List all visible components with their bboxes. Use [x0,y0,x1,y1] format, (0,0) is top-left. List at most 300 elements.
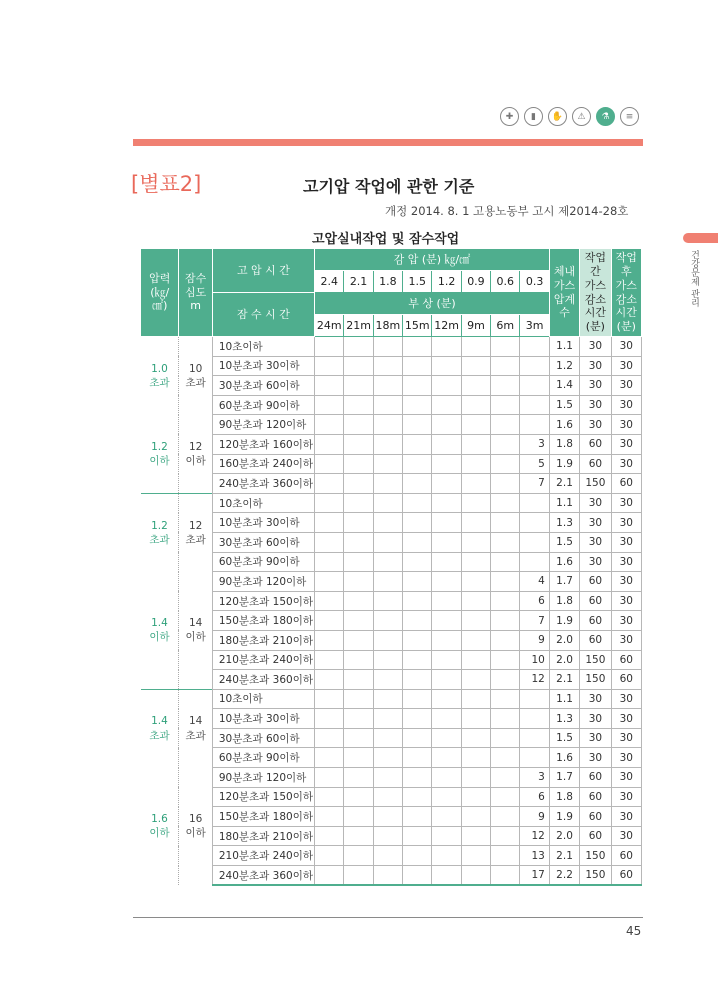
stop-3m-minutes: 17 [520,866,549,886]
exposure-time: 240분초과 360이하 [212,670,314,690]
body-gas-coefficient: 2.1 [549,474,579,494]
side-chapter-label: 건강문제 관리 [689,250,699,307]
stop-cell [461,434,490,454]
stop-cell [315,572,344,592]
header-dive-time: 잠 수 시 간 [212,293,314,337]
body-gas-coefficient: 2.0 [549,650,579,670]
stop-pressure-header: 1.2 [432,271,461,293]
stop-3m-minutes [520,493,549,513]
body-gas-coefficient: 1.7 [549,768,579,788]
stop-cell [315,630,344,650]
stop-cell [403,768,432,788]
between-work-minutes: 30 [580,709,611,729]
after-work-minutes: 60 [611,846,641,866]
stop-cell [491,630,520,650]
stop-pressure-header: 0.9 [461,271,490,293]
table-row [141,866,642,886]
stop-3m-minutes: 5 [520,454,549,474]
stop-cell [315,591,344,611]
body-gas-coefficient: 1.5 [549,395,579,415]
after-work-minutes: 30 [611,513,641,533]
body-gas-coefficient: 2.1 [549,846,579,866]
stop-cell [491,728,520,748]
stop-cell [461,768,490,788]
stop-cell [344,650,373,670]
table-row [141,826,642,846]
body-gas-coefficient: 1.4 [549,376,579,396]
stop-cell [403,689,432,709]
flask-icon: ⚗ [596,107,615,126]
stop-cell [373,532,402,552]
exposure-time: 10초이하 [212,337,314,357]
stop-3m-minutes: 13 [520,846,549,866]
stop-cell [491,689,520,709]
stop-depth-header: 3m [520,315,549,337]
after-work-minutes: 30 [611,728,641,748]
stop-cell [403,474,432,494]
pressure-range-lower: 1.2 이하 [141,415,179,493]
decompression-table [140,248,642,886]
stop-cell [461,846,490,866]
stop-cell [461,689,490,709]
after-work-minutes: 30 [611,709,641,729]
stop-cell [432,552,461,572]
stop-depth-header: 24m [315,315,344,337]
stop-cell [403,807,432,827]
after-work-minutes: 60 [611,650,641,670]
first-aid-icon: ✚ [500,107,519,126]
exposure-time: 10초이하 [212,493,314,513]
after-work-minutes: 30 [611,591,641,611]
stop-cell [491,356,520,376]
hand-icon: ✋ [548,107,567,126]
top-accent-rule [133,139,643,146]
stop-cell [344,356,373,376]
after-work-minutes: 30 [611,415,641,435]
between-work-minutes: 60 [580,454,611,474]
stop-cell [315,454,344,474]
stop-cell [432,846,461,866]
after-work-minutes: 30 [611,552,641,572]
stop-cell [432,395,461,415]
stop-3m-minutes [520,552,549,572]
stop-cell [432,356,461,376]
document-icon: ≡ [620,107,639,126]
stop-cell [403,513,432,533]
exposure-time: 90분초과 120이하 [212,415,314,435]
stop-cell [491,748,520,768]
body-gas-coefficient: 1.2 [549,356,579,376]
stop-cell [373,787,402,807]
stop-cell [373,689,402,709]
stop-cell [344,787,373,807]
body-gas-coefficient: 2.0 [549,630,579,650]
body-gas-coefficient: 1.8 [549,787,579,807]
bar-chart-icon: ▮ [524,107,543,126]
table-row [141,493,642,513]
stop-cell [432,434,461,454]
after-work-minutes: 30 [611,748,641,768]
exposure-time: 30분초과 60이하 [212,376,314,396]
stop-pressure-header: 0.6 [491,271,520,293]
table-row [141,689,642,709]
stop-cell [432,454,461,474]
stop-cell [344,493,373,513]
stop-3m-minutes: 4 [520,572,549,592]
body-gas-coefficient: 1.1 [549,337,579,357]
stop-cell [491,846,520,866]
stop-3m-minutes [520,337,549,357]
stop-cell [373,630,402,650]
between-work-minutes: 60 [580,572,611,592]
stop-cell [315,395,344,415]
stop-cell [315,493,344,513]
table-row [141,376,642,396]
stop-cell [432,709,461,729]
stop-cell [373,846,402,866]
stop-cell [491,709,520,729]
after-work-minutes: 60 [611,866,641,886]
table-row [141,807,642,827]
stop-cell [344,434,373,454]
stop-cell [344,513,373,533]
stop-cell [461,572,490,592]
stop-cell [491,650,520,670]
stop-cell [432,866,461,886]
header-pressure: 압력 (㎏/ ㎠) [141,249,179,337]
stop-cell [344,572,373,592]
stop-cell [491,866,520,886]
body-gas-coefficient: 1.6 [549,415,579,435]
stop-cell [373,768,402,788]
stop-cell [315,768,344,788]
stop-cell [491,532,520,552]
after-work-minutes: 30 [611,376,641,396]
stop-cell [344,670,373,690]
stop-cell [403,787,432,807]
exposure-time: 60분초과 90이하 [212,748,314,768]
stop-cell [403,415,432,435]
table-row [141,513,642,533]
stop-cell [461,728,490,748]
stop-cell [373,552,402,572]
body-gas-coefficient: 1.9 [549,611,579,631]
stop-cell [315,748,344,768]
stop-pressure-header: 2.4 [315,271,344,293]
exposure-time: 120분초과 150이하 [212,787,314,807]
stop-cell [373,572,402,592]
depth-range-lower: 16 이하 [179,768,212,886]
table-row [141,434,642,454]
between-work-minutes: 30 [580,748,611,768]
stop-cell [432,513,461,533]
stop-cell [373,356,402,376]
table-row [141,395,642,415]
stop-cell [403,572,432,592]
stop-depth-header: 18m [373,315,402,337]
stop-cell [344,709,373,729]
stop-cell [403,356,432,376]
stop-3m-minutes [520,356,549,376]
stop-cell [315,866,344,886]
stop-3m-minutes: 10 [520,650,549,670]
stop-cell [344,532,373,552]
exposure-time: 10분초과 30이하 [212,513,314,533]
stop-cell [344,337,373,357]
between-work-minutes: 60 [580,807,611,827]
exposure-time: 90분초과 120이하 [212,572,314,592]
between-work-minutes: 30 [580,356,611,376]
exposure-time: 240분초과 360이하 [212,866,314,886]
stop-3m-minutes: 6 [520,591,549,611]
after-work-minutes: 30 [611,611,641,631]
table-row [141,474,642,494]
table-row [141,748,642,768]
between-work-minutes: 30 [580,493,611,513]
stop-cell [491,826,520,846]
stop-cell [373,748,402,768]
table-row [141,532,642,552]
stop-cell [432,376,461,396]
stop-cell [315,826,344,846]
stop-cell [432,591,461,611]
exposure-time: 10분초과 30이하 [212,356,314,376]
stop-cell [373,376,402,396]
table-row [141,572,642,592]
stop-cell [461,650,490,670]
stop-cell [403,493,432,513]
stop-cell [432,826,461,846]
between-work-minutes: 150 [580,650,611,670]
exposure-time: 30분초과 60이하 [212,532,314,552]
stop-cell [461,337,490,357]
header-gauge: 체내 가스 압계 수 [549,249,579,337]
between-work-minutes: 150 [580,670,611,690]
stop-cell [373,591,402,611]
table-row [141,552,642,572]
after-work-minutes: 30 [611,807,641,827]
stop-cell [344,415,373,435]
stop-cell [315,689,344,709]
stop-cell [344,807,373,827]
table-row [141,768,642,788]
table-subtitle: 고압실내작업 및 잠수작업 [312,232,460,247]
stop-cell [315,709,344,729]
table-row [141,415,642,435]
stop-cell [373,454,402,474]
stop-3m-minutes [520,532,549,552]
stop-cell [491,434,520,454]
after-work-minutes: 30 [611,630,641,650]
stop-cell [491,395,520,415]
stop-cell [344,611,373,631]
stop-3m-minutes: 3 [520,434,549,454]
stop-cell [432,532,461,552]
body-gas-coefficient: 1.9 [549,807,579,827]
table-row [141,650,642,670]
stop-cell [403,434,432,454]
stop-cell [461,670,490,690]
stop-cell [403,454,432,474]
stop-3m-minutes [520,728,549,748]
after-work-minutes: 30 [611,689,641,709]
between-work-minutes: 30 [580,395,611,415]
page-number: 45 [626,924,642,938]
stop-cell [315,552,344,572]
between-work-minutes: 30 [580,513,611,533]
exposure-time: 180분초과 210이하 [212,630,314,650]
stop-cell [403,709,432,729]
after-work-minutes: 30 [611,337,641,357]
exposure-time: 180분초과 210이하 [212,826,314,846]
stop-cell [373,474,402,494]
between-work-minutes: 30 [580,376,611,396]
body-gas-coefficient: 1.5 [549,728,579,748]
stop-cell [403,826,432,846]
stop-cell [403,650,432,670]
body-gas-coefficient: 1.8 [549,591,579,611]
stop-cell [491,591,520,611]
stop-cell [432,787,461,807]
stop-3m-minutes [520,513,549,533]
header-work-after: 작업 후 가스 감소 시간 (분) [611,249,641,337]
header-ascent: 부 상 (분) [315,293,550,315]
between-work-minutes: 60 [580,630,611,650]
stop-cell [461,493,490,513]
stop-cell [373,513,402,533]
pressure-range-upper: 1.0 초과 [141,337,179,415]
exposure-time: 210분초과 240이하 [212,650,314,670]
appendix-label: [별표2] [131,172,202,196]
stop-cell [315,434,344,454]
page-title: 고기압 작업에 관한 기준 [303,177,475,196]
body-gas-coefficient: 1.7 [549,572,579,592]
stop-cell [461,709,490,729]
between-work-minutes: 150 [580,846,611,866]
after-work-minutes: 30 [611,395,641,415]
between-work-minutes: 60 [580,768,611,788]
stop-cell [344,846,373,866]
stop-cell [373,728,402,748]
stop-cell [344,768,373,788]
body-gas-coefficient: 2.0 [549,826,579,846]
stop-cell [403,670,432,690]
stop-cell [491,611,520,631]
stop-cell [491,768,520,788]
stop-cell [315,611,344,631]
depth-range-lower: 12 이하 [179,415,212,493]
depth-range-upper: 12 초과 [179,493,212,571]
stop-cell [315,728,344,748]
stop-cell [432,474,461,494]
stop-cell [461,807,490,827]
stop-cell [403,846,432,866]
stop-3m-minutes [520,415,549,435]
table-row [141,787,642,807]
body-gas-coefficient: 1.3 [549,513,579,533]
after-work-minutes: 30 [611,768,641,788]
stop-cell [461,748,490,768]
after-work-minutes: 30 [611,572,641,592]
pressure-range-upper: 1.4 초과 [141,689,179,767]
stop-cell [461,474,490,494]
pressure-range-lower: 1.6 이하 [141,768,179,886]
stop-cell [432,572,461,592]
stop-cell [315,376,344,396]
stop-cell [344,630,373,650]
stop-cell [491,552,520,572]
stop-cell [344,591,373,611]
stop-cell [461,866,490,886]
stop-cell [432,689,461,709]
after-work-minutes: 30 [611,826,641,846]
stop-cell [315,356,344,376]
warning-icon: ⚠ [572,107,591,126]
side-chapter-tab [683,233,718,243]
stop-cell [491,337,520,357]
stop-depth-header: 6m [491,315,520,337]
body-gas-coefficient: 1.5 [549,532,579,552]
after-work-minutes: 30 [611,454,641,474]
stop-cell [315,415,344,435]
stop-3m-minutes [520,748,549,768]
stop-cell [315,650,344,670]
header-decompression: 감 압 (분) ㎏/㎠ [315,249,550,271]
header-depth: 잠수 심도 m [179,249,212,337]
stop-cell [373,709,402,729]
stop-cell [344,552,373,572]
exposure-time: 60분초과 90이하 [212,552,314,572]
stop-cell [461,395,490,415]
stop-cell [344,454,373,474]
stop-cell [461,591,490,611]
table-row [141,709,642,729]
pressure-range-lower: 1.4 이하 [141,572,179,690]
stop-cell [344,728,373,748]
stop-cell [461,415,490,435]
table-row [141,630,642,650]
stop-depth-header: 9m [461,315,490,337]
stop-cell [491,493,520,513]
stop-cell [491,474,520,494]
stop-cell [461,532,490,552]
exposure-time: 30분초과 60이하 [212,728,314,748]
stop-cell [491,572,520,592]
stop-cell [491,454,520,474]
depth-range-upper: 10 초과 [179,337,212,415]
stop-cell [344,376,373,396]
body-gas-coefficient: 2.1 [549,670,579,690]
table-row [141,454,642,474]
stop-cell [315,807,344,827]
table-row [141,670,642,690]
stop-3m-minutes: 12 [520,670,549,690]
between-work-minutes: 60 [580,591,611,611]
after-work-minutes: 30 [611,356,641,376]
exposure-time: 60분초과 90이하 [212,395,314,415]
stop-depth-header: 15m [403,315,432,337]
stop-cell [432,337,461,357]
stop-cell [344,474,373,494]
body-gas-coefficient: 1.1 [549,493,579,513]
table-row [141,356,642,376]
between-work-minutes: 60 [580,826,611,846]
body-gas-coefficient: 2.2 [549,866,579,886]
stop-3m-minutes: 6 [520,787,549,807]
stop-cell [491,807,520,827]
stop-cell [403,728,432,748]
stop-cell [403,337,432,357]
